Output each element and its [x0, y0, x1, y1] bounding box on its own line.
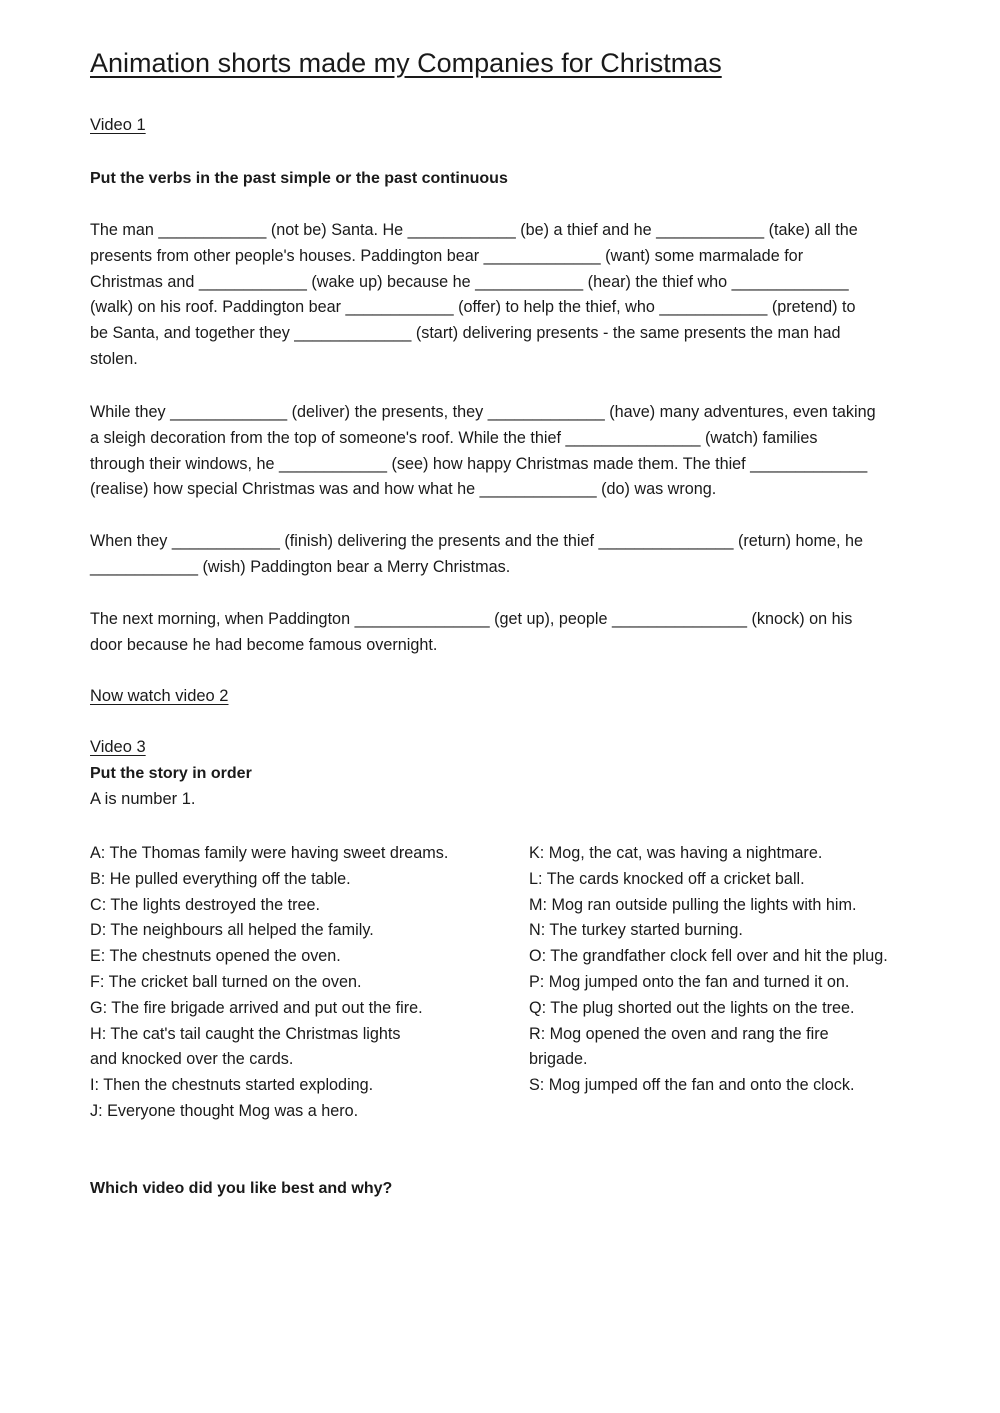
video3-heading: Video 3: [90, 738, 146, 756]
list-item: J: Everyone thought Mog was a hero.: [90, 1101, 359, 1120]
list-item: D: The neighbours all helped the family.: [90, 921, 374, 940]
list-item: N: The turkey started burning.: [529, 921, 743, 940]
list-item: B: He pulled everything off the table.: [90, 869, 351, 888]
video2-link: Now watch video 2: [90, 687, 229, 705]
video1-paragraph-3: [90, 529, 912, 581]
text-line: (walk) on his roof. Paddington bear ____________ (offer) to help the thief, who ____________ (pretend) to: [90, 298, 856, 317]
story-list-right: [529, 841, 888, 1099]
text-line: stolen.: [90, 349, 138, 368]
video1-instruction: Put the verbs in the past simple or the past continuous: [90, 170, 508, 187]
text-line: The next morning, when Paddington _______________ (get up), people _______________ (knock) on his: [90, 610, 853, 628]
text-line: When they ____________ (finish) delivering the presents and the thief _______________ (return) home, he: [90, 532, 864, 550]
list-item: S: Mog jumped off the fan and onto the clock.: [529, 1076, 855, 1095]
video1-heading: Video 1: [90, 116, 146, 134]
list-item: M: Mog ran outside pulling the lights with him.: [529, 895, 857, 914]
text-line: While they _____________ (deliver) the presents, they _____________ (have) many adventures, even taking: [90, 403, 876, 421]
list-item: H: The cat's tail caught the Christmas lights: [90, 1024, 401, 1043]
text-line: Christmas and ____________ (wake up) because he ____________ (hear) the thief who _____________: [90, 272, 849, 291]
text-line: (realise) how special Christmas was and how what he _____________ (do) was wrong.: [90, 480, 717, 499]
list-item: O: The grandfather clock fell over and hit the plug.: [529, 947, 888, 966]
video1-paragraph-4: [90, 607, 912, 659]
text-line: a sleigh decoration from the top of someone's roof. While the thief _______________ (watch) families: [90, 428, 818, 447]
video3-note: A is number 1.: [90, 790, 196, 808]
list-item: and knocked over the cards.: [90, 1050, 294, 1069]
text-line: ____________ (wish) Paddington bear a Merry Christmas.: [90, 557, 511, 576]
list-item: Q: The plug shorted out the lights on the tree.: [529, 998, 855, 1017]
story-list-left: [90, 841, 448, 1125]
list-item: C: The lights destroyed the tree.: [90, 895, 321, 914]
list-item: K: Mog, the cat, was having a nightmare.: [529, 844, 823, 862]
text-line: The man ____________ (not be) Santa. He ____________ (be) a thief and he ____________ (take) all the: [90, 221, 858, 239]
list-item: E: The chestnuts opened the oven.: [90, 947, 341, 966]
list-item: G: The fire brigade arrived and put out the fire.: [90, 998, 423, 1017]
list-item: L: The cards knocked off a cricket ball.: [529, 869, 805, 888]
list-item: brigade.: [529, 1050, 588, 1069]
text-line: through their windows, he ____________ (see) how happy Christmas made them. The thief _____________: [90, 454, 868, 473]
list-item: I: Then the chestnuts started exploding.: [90, 1076, 374, 1095]
text-line: door because he had become famous overnight.: [90, 635, 438, 654]
video3-instruction: Put the story in order: [90, 765, 252, 782]
text-line: presents from other people's houses. Paddington bear _____________ (want) some marmalade for: [90, 246, 804, 265]
video1-paragraph-1: [90, 218, 912, 373]
page-title: Animation shorts made my Companies for Christmas: [90, 48, 722, 78]
list-item: P: Mog jumped onto the fan and turned it on.: [529, 972, 850, 991]
final-question: Which video did you like best and why?: [90, 1180, 393, 1197]
list-item: R: Mog opened the oven and rang the fire: [529, 1024, 829, 1043]
list-item: A: The Thomas family were having sweet dreams.: [90, 844, 449, 862]
list-item: F: The cricket ball turned on the oven.: [90, 972, 362, 991]
text-line: be Santa, and together they _____________ (start) delivering presents - the same presents the man had: [90, 324, 841, 343]
video1-paragraph-2: [90, 400, 912, 503]
